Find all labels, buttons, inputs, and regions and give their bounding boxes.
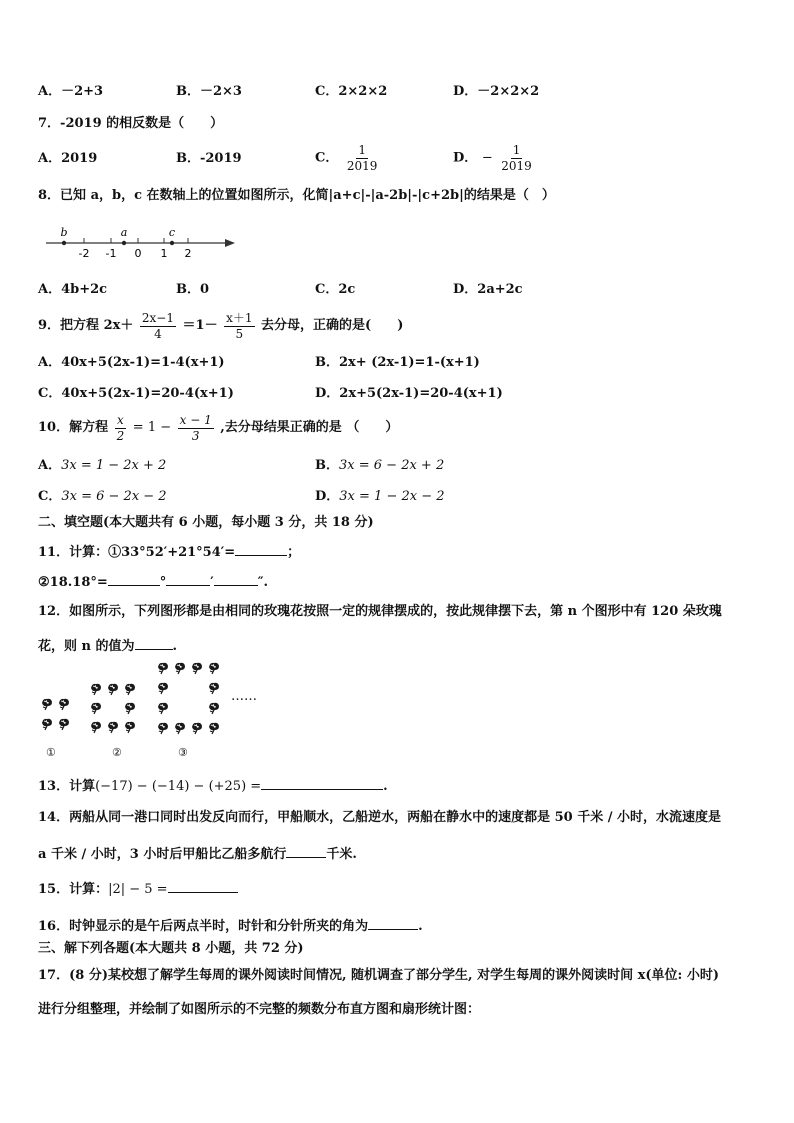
rose-icon: [190, 720, 204, 734]
rose-icon: [106, 681, 120, 695]
q9-fraction-1: [140, 311, 176, 342]
rose-icon: [156, 660, 170, 674]
option-label: B．: [315, 458, 339, 473]
point-a: [122, 241, 126, 245]
q14-line-1: 14．两船从同一港口同时出发反向而行，甲船顺水，乙船逆水，两船在静水中的速度都是 50 千米 / 小时，水流速度是: [38, 810, 722, 825]
degree-symbol: °: [159, 575, 167, 590]
rose-icon: [40, 696, 54, 710]
option-equation: 3x = 6 − 2x − 2: [61, 489, 167, 504]
axis-tick-label: 1: [160, 247, 168, 260]
q7-option-c-fraction: [345, 143, 380, 174]
q9-stem-mid: ＝1－: [182, 318, 218, 333]
q12-line-2: [38, 636, 177, 655]
rose-icon: [89, 719, 103, 733]
q16-line: [38, 916, 423, 935]
q7-option-d-label: D．: [453, 150, 478, 166]
q9-option-b: B．2x+ (2x-1)=1-(x+1): [315, 355, 480, 370]
q8-option-b: B．0: [176, 282, 210, 297]
axis-tick-label: -1: [105, 247, 117, 260]
point-label-c: c: [168, 226, 176, 239]
q9-stem-pre: 9．把方程 2x＋: [38, 318, 134, 333]
q7-option-d: [453, 143, 536, 174]
period: .: [383, 779, 388, 794]
q7-option-d-fraction: [499, 143, 534, 174]
fraction-denominator: 2: [116, 428, 125, 443]
answer-blank-degrees[interactable]: [108, 572, 160, 586]
second-symbol: ″.: [257, 575, 269, 590]
option-equation: 3x = 1 − 2x + 2: [61, 458, 167, 473]
q8-option-c: C．2c: [315, 282, 356, 297]
q6-option-d: D．－2×2×2: [453, 84, 540, 99]
fraction-numerator: 1: [512, 143, 521, 157]
q10-stem-post: ,去分母结果正确的是 （ ）: [220, 420, 399, 435]
q13-expression: (−17) − (−14) − (+25) =: [95, 779, 262, 794]
rose-icon: [190, 660, 204, 674]
q10-option-a: [38, 458, 166, 474]
q10-option-d: [315, 489, 445, 505]
q7-option-b: B．-2019: [176, 151, 242, 166]
rose-icon: [207, 700, 221, 714]
q9-stem-post: 去分母，正确的是( ): [261, 318, 404, 333]
q9-stem: [38, 308, 403, 345]
q14-line-2-text: a 千米 / 小时，3 小时后甲船比乙船多航行: [38, 847, 287, 862]
q12-ellipsis: ……: [231, 689, 257, 704]
q11-line-1: [38, 542, 300, 561]
fraction-denominator: 5: [235, 326, 244, 341]
q8-number-line: [40, 224, 240, 264]
q8-stem: 8．已知 a，b，c 在数轴上的位置如图所示，化简|a+c|-|a-2b|-|c+2b|的结果是（ ）: [38, 188, 555, 203]
rose-icon: [173, 720, 187, 734]
rose-icon: [89, 700, 103, 714]
q12-line-2-text: 花，则 n 的值为: [38, 639, 135, 654]
point-b: [62, 241, 66, 245]
q9-option-c: C．40x+5(2x-1)=20-4(x+1): [38, 386, 234, 401]
q17-line-2: 进行分组整理，并绘制了如图所示的不完整的频数分布直方图和扇形统计图：: [38, 1002, 481, 1017]
section-2-heading: 二、填空题(本大题共有 6 小题，每小题 3 分，共 18 分): [38, 515, 374, 530]
q12-figure-label-2: ②: [112, 746, 122, 759]
option-label: A．: [38, 458, 62, 473]
period: .: [172, 639, 178, 654]
q7-option-c-label: C．: [315, 150, 339, 166]
answer-blank[interactable]: [235, 542, 287, 556]
q11-separator: ；: [287, 545, 301, 560]
axis-arrow-icon: [225, 239, 235, 247]
fraction-denominator: 2019: [501, 159, 532, 173]
q9-option-d: D．2x+5(2x-1)=20-4(x+1): [315, 386, 503, 401]
rose-icon: [207, 660, 221, 674]
q7-option-a: A．2019: [38, 151, 98, 166]
rose-icon: [57, 716, 71, 730]
rose-icon: [40, 716, 54, 730]
q10-option-b: [315, 458, 444, 474]
q10-fraction-1: [115, 413, 127, 444]
rose-icon: [57, 696, 71, 710]
rose-icon: [123, 681, 137, 695]
q15-label: 15．计算：: [38, 882, 109, 897]
q8-option-d: D．2a+2c: [453, 282, 523, 297]
q10-stem-pre: 10．解方程: [38, 420, 109, 435]
q6-option-b: B．－2×3: [176, 84, 242, 99]
axis-tick-label: -2: [78, 247, 90, 260]
q12-line-1: 12．如图所示，下列图形都是由相同的玫瑰花按照一定的规律摆成的，按此规律摆下去，第 n 个图形中有 120 朵玫瑰: [38, 604, 722, 619]
fraction-denominator: 3: [191, 428, 200, 443]
rose-icon: [156, 680, 170, 694]
q16-text: 16．时钟显示的是午后两点半时，时针和分针所夹的角为: [38, 919, 369, 934]
minute-symbol: ′: [210, 575, 214, 590]
answer-blank[interactable]: [368, 916, 418, 930]
q9-fraction-2: [224, 311, 254, 342]
q11-line-2: [38, 572, 268, 591]
minus-sign: −: [481, 150, 493, 166]
answer-blank[interactable]: [261, 776, 383, 790]
rose-icon: [89, 681, 103, 695]
axis-tick-label: 0: [134, 247, 142, 260]
option-equation: 3x = 6 − 2x + 2: [339, 458, 445, 473]
rose-icon: [207, 720, 221, 734]
option-equation: 3x = 1 − 2x − 2: [339, 489, 445, 504]
rose-icon: [207, 680, 221, 694]
answer-blank[interactable]: [286, 844, 326, 858]
option-label: C．: [38, 489, 62, 504]
q8-option-a: A．4b+2c: [38, 282, 108, 297]
q15-expression: |2| − 5 =: [108, 882, 168, 897]
q10-option-c: [38, 489, 167, 505]
q7-stem: 7．-2019 的相反数是（ ）: [38, 116, 224, 131]
q11-part-2: ②18.18°=: [38, 575, 108, 590]
q15-line: [38, 879, 238, 898]
rose-icon: [156, 700, 170, 714]
fraction-numerator: x＋1: [226, 310, 253, 325]
q17-line-1: 17．(8 分)某校想了解学生每周的课外阅读时间情况, 随机调查了部分学生, 对学生每周的课外阅读时间 x(单位: 小时): [38, 968, 719, 983]
fraction-numerator: 1: [358, 143, 366, 157]
q10-fraction-2: [178, 413, 214, 444]
section-3-heading: 三、解下列各题(本大题共 8 小题，共 72 分): [38, 941, 304, 956]
fraction-numerator: x − 1: [179, 412, 212, 427]
q11-part-1: 11．计算：①33°52′+21°54′=: [38, 545, 236, 560]
fraction-numerator: 2x−1: [141, 310, 174, 325]
q12-figure-label-3: ③: [178, 746, 188, 759]
rose-icon: [106, 719, 120, 733]
answer-blank-seconds[interactable]: [214, 572, 258, 586]
fraction-denominator: 4: [154, 326, 162, 341]
q14-unit: 千米.: [326, 847, 357, 862]
q13-label: 13．计算: [38, 779, 96, 794]
rose-icon: [173, 660, 187, 674]
option-label: D．: [315, 489, 340, 504]
q6-option-a: A．－2+3: [38, 84, 104, 99]
rose-icon: [123, 700, 137, 714]
q12-figure-label-1: ①: [46, 746, 56, 759]
q10-stem: [38, 410, 398, 447]
period: .: [418, 919, 423, 934]
fraction-numerator: x: [117, 412, 124, 427]
axis-tick-label: 2: [184, 247, 192, 260]
point-c: [170, 241, 174, 245]
point-label-b: b: [60, 226, 68, 239]
point-label-a: a: [120, 226, 128, 239]
q14-line-2: [38, 844, 357, 863]
answer-blank-minutes[interactable]: [166, 572, 210, 586]
q9-option-a: A．40x+5(2x-1)=1-4(x+1): [38, 355, 225, 370]
rose-icon: [156, 720, 170, 734]
q6-option-c: C．2×2×2: [315, 84, 388, 99]
q10-stem-mid: = 1 −: [132, 420, 172, 435]
q7-option-c: [315, 143, 381, 174]
q13-line: [38, 776, 388, 795]
answer-blank[interactable]: [135, 636, 173, 650]
answer-blank[interactable]: [168, 879, 238, 893]
rose-icon: [123, 719, 137, 733]
fraction-denominator: 2019: [346, 159, 378, 173]
